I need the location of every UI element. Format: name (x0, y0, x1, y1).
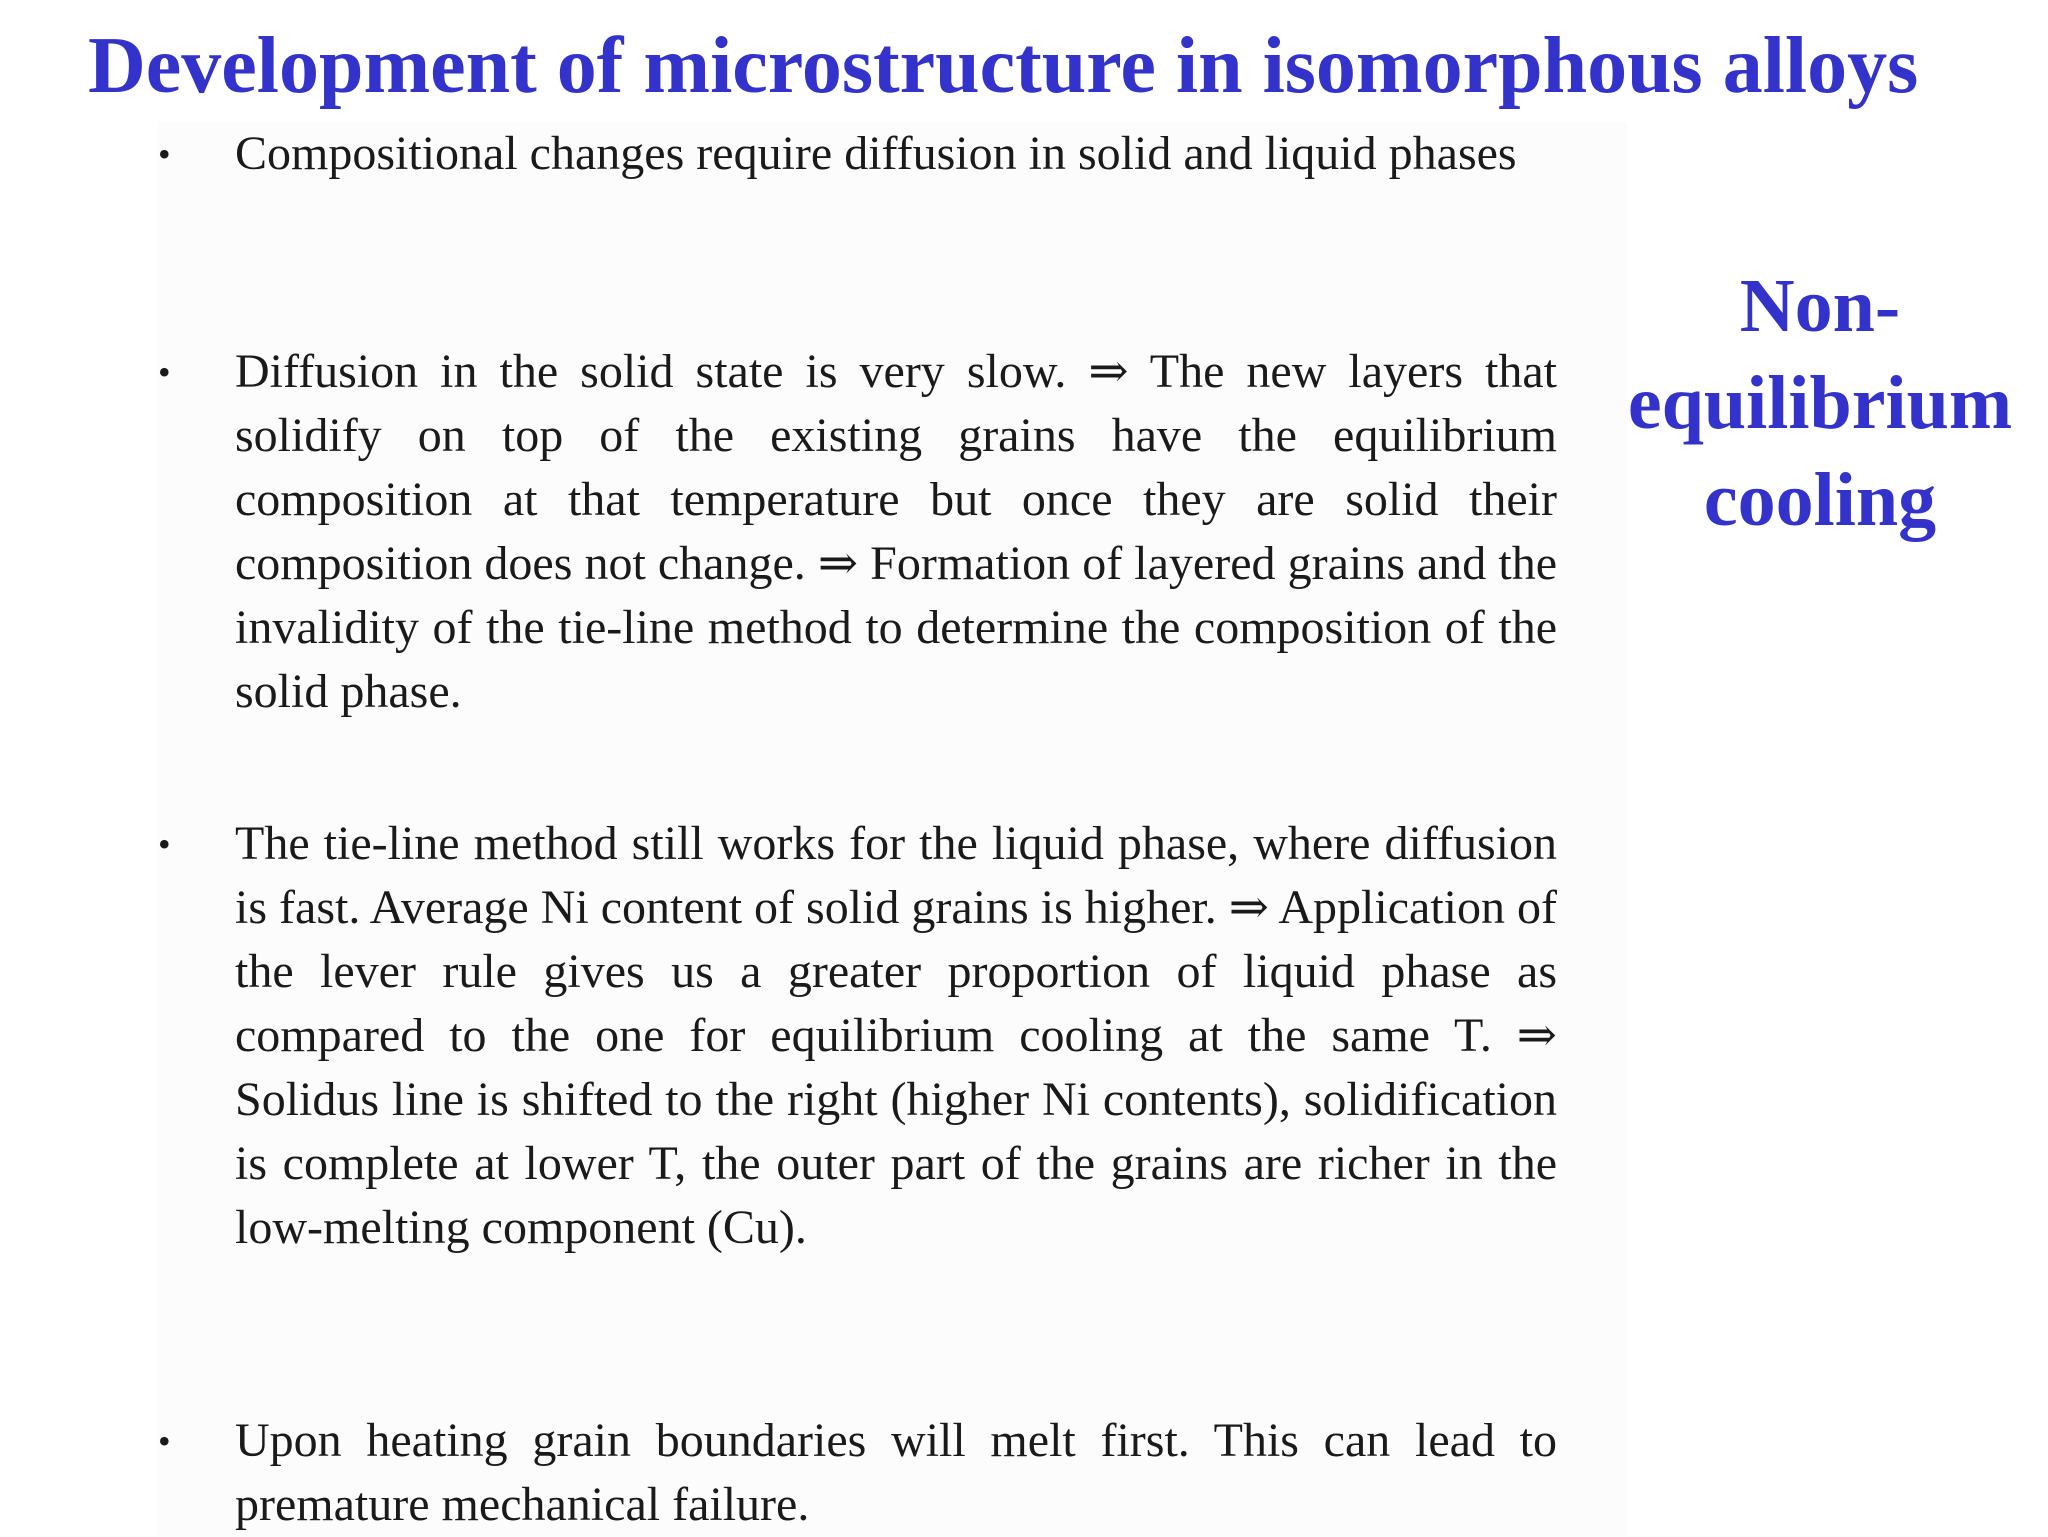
side-label (1600, 258, 2040, 549)
bullet-text: Compositional changes require diffusion in solid and liquid phases (235, 127, 1517, 180)
bullet-dot-icon: • (158, 352, 171, 392)
bullet-text: Upon heating grain boundaries will melt first. This can lead to premature mechanical failure. (235, 1414, 1557, 1531)
slide-title: Development of microstructure in isomorphous alloys (88, 22, 1919, 110)
content-panel (158, 122, 1628, 1536)
side-label-line: equilibrium (1627, 361, 2013, 445)
bullet-dot-icon: • (158, 824, 171, 864)
side-label-line: Non- (1739, 264, 1901, 348)
bullet-dot-icon: • (158, 1421, 171, 1461)
bullet-dot-icon: • (158, 134, 171, 174)
bullet-text: The tie-line method still works for the liquid phase, where diffusion is fast. Average Ni content of solid grains is higher. ⇒ Application of the lever rule gives us a greater proportion of liquid phase as compared to the one for equilibrium cooling at the same T. ⇒ Solidus line is shifted to the right (higher Ni contents), solidification is complete at lower T, the outer part of the grains are richer in the low-melting component (Cu). (235, 817, 1557, 1254)
bullet-text: Diffusion in the solid state is very slow. ⇒ The new layers that solidify on top of the existing grains have the equilibrium composition at that temperature but once they are solid their composition does not change. ⇒ Formation of layered grains and the invalidity of the tie-line method to determine the composition of the solid phase. (235, 345, 1557, 718)
side-label-line: cooling (1703, 458, 1937, 542)
